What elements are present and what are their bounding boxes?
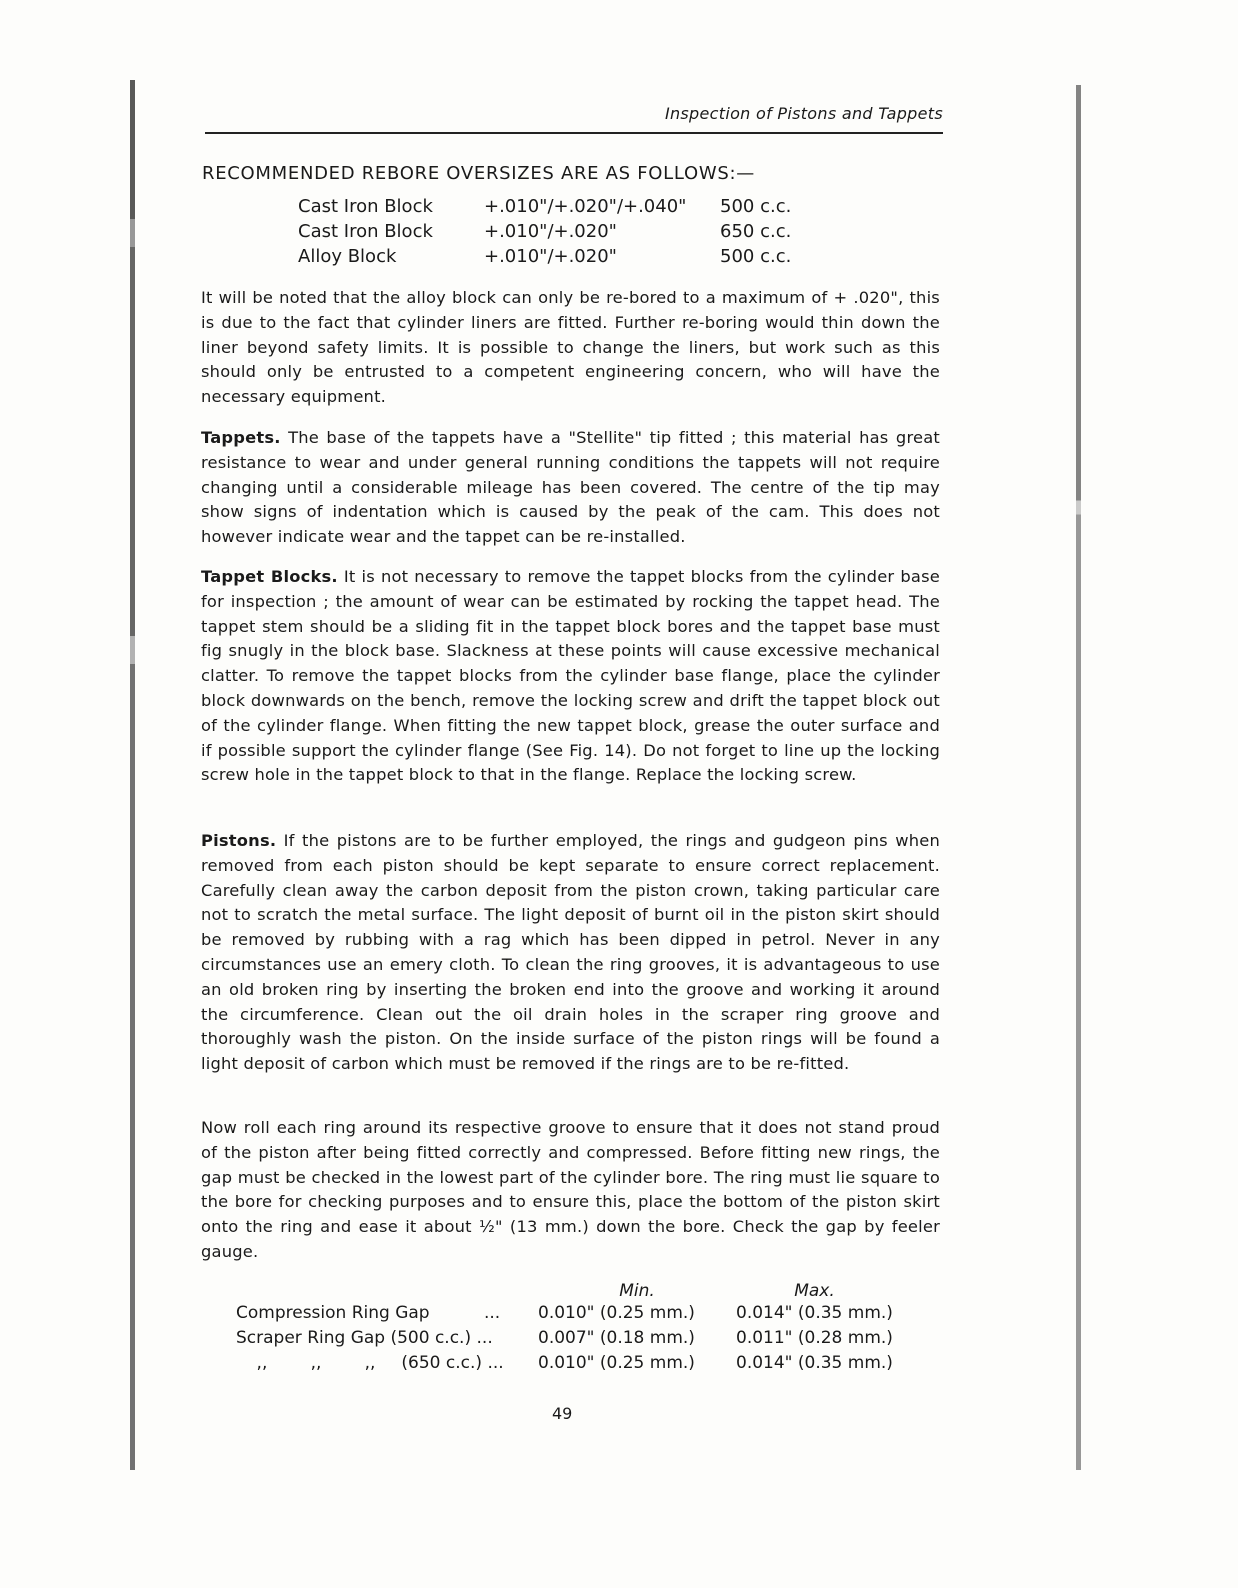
block-cell: Alloy Block — [298, 246, 397, 267]
rebore-heading: RECOMMENDED REBORE OVERSIZES ARE AS FOLLOWS:— — [202, 163, 755, 184]
oversize-cell: +.010"/+.020" — [484, 246, 617, 267]
table-row — [236, 1303, 893, 1328]
scan-edge-left — [130, 80, 135, 1470]
table-row — [298, 221, 791, 246]
gap-label: (650 c.c.) — [401, 1353, 483, 1373]
rebore-table — [298, 196, 791, 271]
capacity-cell: 500 c.c. — [720, 196, 792, 217]
pistons-heading: Pistons. — [201, 831, 277, 850]
min-cell: 0.010" (0.25 mm.) — [538, 1353, 695, 1373]
tappet-blocks-text: It is not necessary to remove the tappet blocks from the cylinder base for inspection ; the amount of wear can be estimated by rocking the tappet head. The tappet stem should be a sliding fit in the tappet block bores and the tappet base must fig snugly in the block base. Slackness at these points will cause excessive mechanical clatter. To remove the tappet blocks from the cylinder base flange, place the cylinder block downwards on the bench, remove the locking screw and drift the tappet block out of the cylinder flange. When fitting the new tappet block, grease the outer surface and if possible support the cylinder flange (See Fig. 14). Do not forget to line up the locking screw hole in the tappet block to that in the flange. Replace the locking screw. — [201, 567, 940, 785]
table-row — [236, 1353, 893, 1378]
gap-label: Compression Ring Gap — [236, 1303, 430, 1323]
max-cell: 0.014" (0.35 mm.) — [736, 1353, 893, 1373]
leader-dots: ... — [484, 1303, 501, 1323]
tappets-paragraph — [201, 426, 940, 550]
max-header: Max. — [794, 1280, 835, 1301]
ditto-marks: ,, ,, ,, — [256, 1353, 376, 1373]
gap-label-cell — [236, 1353, 538, 1378]
running-header: Inspection of Pistons and Tappets — [664, 104, 943, 123]
page-number: 49 — [552, 1404, 573, 1423]
oversize-cell: +.010"/+.020"/+.040" — [484, 196, 687, 217]
leader-dots: ... — [487, 1353, 504, 1373]
table-header-row — [236, 1278, 893, 1303]
scan-edge-right — [1076, 85, 1081, 1470]
max-cell: 0.014" (0.35 mm.) — [736, 1303, 893, 1323]
block-cell: Cast Iron Block — [298, 221, 433, 242]
gap-label: Scraper Ring Gap (500 c.c.) — [236, 1328, 472, 1348]
tappets-text: The base of the tappets have a "Stellite" tip fitted ; this material has great resistance to wear and under general running conditions the tappets will not require changing until a considerable mileage has been covered. The centre of the tip may show signs of indentation which is caused by the peak of the cam. This does not however indicate wear and the tappet can be re-installed. — [201, 428, 940, 547]
ring-gap-table — [236, 1278, 893, 1378]
pistons-paragraph — [201, 829, 940, 1077]
header-rule — [205, 132, 943, 134]
max-cell: 0.011" (0.28 mm.) — [736, 1328, 893, 1348]
table-row — [236, 1328, 893, 1353]
gap-label-cell — [236, 1328, 538, 1353]
alloy-paragraph — [201, 286, 940, 410]
min-header: Min. — [619, 1280, 655, 1301]
capacity-cell: 500 c.c. — [720, 246, 792, 267]
table-row — [298, 196, 791, 221]
alloy-text: It will be noted that the alloy block can only be re-bored to a maximum of + .020", this is due to the fact that cylinder liners are fitted. Further re-boring would thin down the liner beyond safety limits. It is possible to change the liners, but work such as this should only be entrusted to a competent engineering concern, who will have the necessary equipment. — [201, 288, 940, 407]
tappets-heading: Tappets. — [201, 428, 281, 447]
tappet-blocks-heading: Tappet Blocks. — [201, 567, 338, 586]
rings-text: Now roll each ring around its respective groove to ensure that it does not stand proud of the piston after being fitted correctly and compressed. Before fitting new rings, the gap must be checked in the lowest part of the cylinder bore. The ring must lie square to the bore for checking purposes and to ensure this, place the bottom of the piston skirt onto the ring and ease it about ½" (13 mm.) down the bore. Check the gap by feeler gauge. — [201, 1118, 940, 1261]
min-cell: 0.007" (0.18 mm.) — [538, 1328, 695, 1348]
block-cell: Cast Iron Block — [298, 196, 433, 217]
capacity-cell: 650 c.c. — [720, 221, 792, 242]
oversize-cell: +.010"/+.020" — [484, 221, 617, 242]
rings-paragraph — [201, 1116, 940, 1265]
min-cell: 0.010" (0.25 mm.) — [538, 1303, 695, 1323]
pistons-text: If the pistons are to be further employed, the rings and gudgeon pins when removed from each piston should be kept separate to ensure correct replacement. Carefully clean away the carbon deposit from the piston crown, taking particular care not to scratch the metal surface. The light deposit of burnt oil in the piston skirt should be removed by rubbing with a rag which has been dipped in petrol. Never in any circumstances use an emery cloth. To clean the ring grooves, it is advantageous to use an old broken ring by inserting the broken end into the groove and working it around the circumference. Clean out the oil drain holes in the scraper ring groove and thoroughly wash the piston. On the inside surface of the piston rings will be found a light deposit of carbon which must be removed if the rings are to be re-fitted. — [201, 831, 940, 1074]
tappet-blocks-paragraph — [201, 565, 940, 788]
leader-dots: ... — [476, 1328, 493, 1348]
gap-label-cell — [236, 1303, 538, 1328]
table-row — [298, 246, 791, 271]
